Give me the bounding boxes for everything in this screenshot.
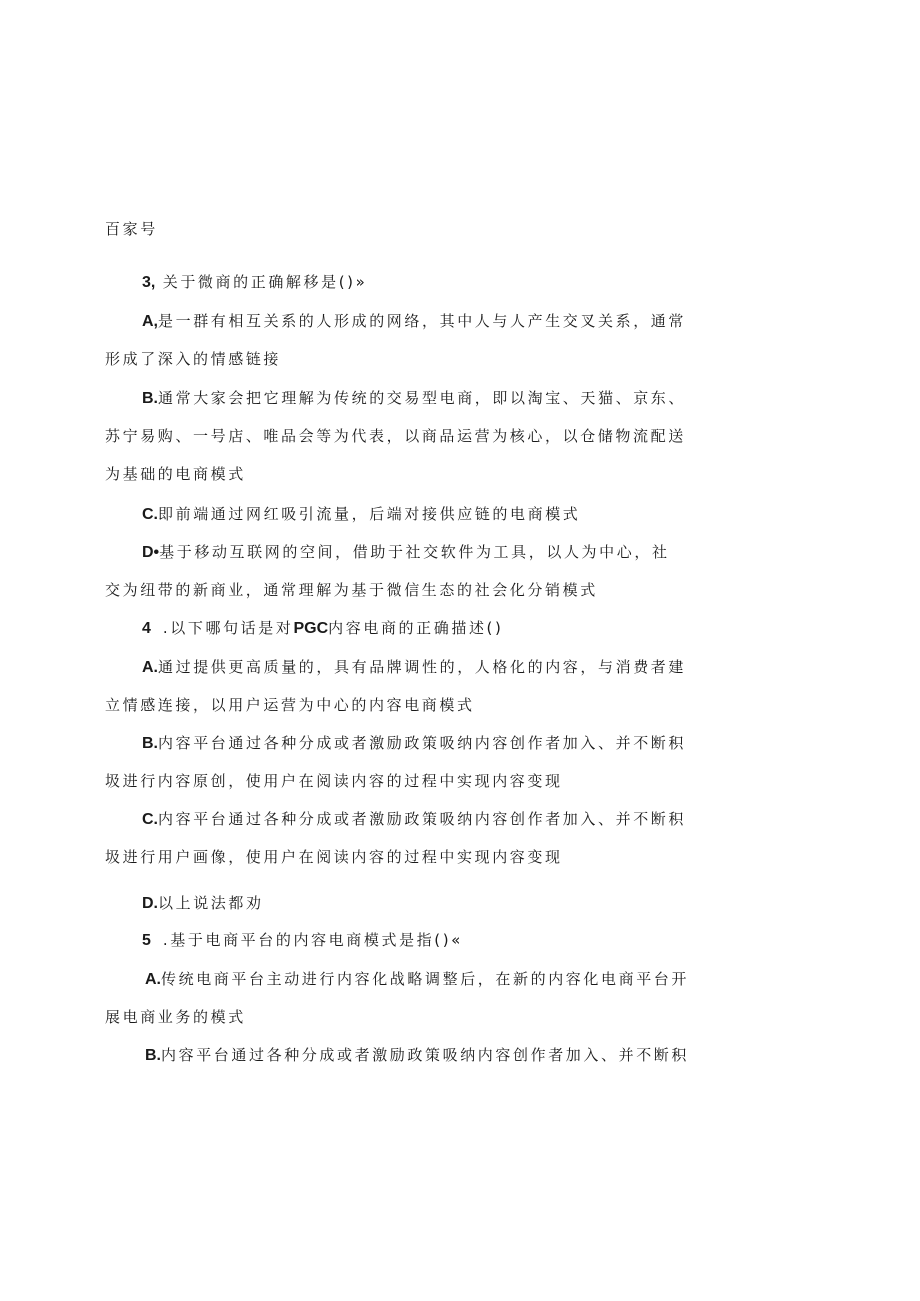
question-text: 内容电商的正确描述() bbox=[328, 619, 504, 637]
option-text: 基于移动互联网的空间，借助于社交软件为工具，以人为中心，社 bbox=[159, 543, 670, 561]
option-label: D• bbox=[142, 544, 160, 561]
option-text: 是一群有相互关系的人形成的网络，其中人与人产生交叉关系，通常 bbox=[158, 312, 687, 330]
option-4a bbox=[142, 657, 686, 678]
option-4d bbox=[142, 893, 264, 914]
option-text: 即前端通过网红吸引流量，后端对接供应链的电商模式 bbox=[158, 505, 581, 523]
question-4-stem bbox=[142, 618, 503, 639]
option-label: A, bbox=[142, 313, 158, 330]
option-5a bbox=[145, 969, 689, 990]
option-4a-continued: 立情感连接，以用户运营为中心的内容电商模式 bbox=[105, 696, 475, 714]
option-3a bbox=[142, 311, 686, 332]
option-5a-continued: 展电商业务的模式 bbox=[105, 1008, 246, 1026]
option-label: C. bbox=[142, 811, 158, 828]
option-4b-continued: 圾进行内容原创，使用户在阅读内容的过程中实现内容变现 bbox=[105, 772, 563, 790]
option-label: B. bbox=[142, 390, 158, 407]
option-label: B. bbox=[142, 735, 158, 752]
option-3b-continued: 苏宁易购、一号店、唯品会等为代表，以商品运营为核心，以仓储物流配送 bbox=[105, 427, 686, 445]
option-4b bbox=[142, 733, 686, 754]
option-text: 内容平台通过各种分成或者激励政策吸纳内容创作者加入、并不断积 bbox=[158, 734, 687, 752]
question-number: 3, bbox=[142, 274, 156, 291]
option-3b bbox=[142, 388, 686, 409]
option-text: 以上说法都劝 bbox=[158, 894, 264, 912]
option-4c bbox=[142, 809, 686, 830]
question-number: 5 bbox=[142, 932, 151, 949]
option-5b bbox=[145, 1045, 689, 1066]
option-label: D. bbox=[142, 895, 158, 912]
option-3d-continued: 交为纽带的新商业，通常理解为基于微信生态的社会化分销模式 bbox=[105, 581, 598, 599]
question-text: .基于电商平台的内容电商模式是指()« bbox=[162, 931, 463, 949]
option-label: C. bbox=[142, 506, 158, 523]
option-text: 内容平台通过各种分成或者激励政策吸纳内容创作者加入、并不断积 bbox=[161, 1046, 690, 1064]
question-3-stem bbox=[142, 272, 367, 293]
option-label: A. bbox=[142, 659, 158, 676]
question-number: 4 bbox=[142, 620, 151, 637]
option-text: 通常大家会把它理解为传统的交易型电商，即以淘宝、天猫、京东、 bbox=[158, 389, 687, 407]
option-4c-continued: 圾进行用户画像，使用户在阅读内容的过程中实现内容变现 bbox=[105, 848, 563, 866]
question-text: .以下哪句话是对 bbox=[162, 619, 294, 637]
question-5-stem bbox=[142, 930, 463, 951]
option-label: B. bbox=[145, 1047, 161, 1064]
option-label: A. bbox=[145, 971, 161, 988]
option-3b-continued-2: 为基础的电商模式 bbox=[105, 465, 246, 483]
question-text: 关于微商的正确解移是()» bbox=[162, 273, 368, 291]
option-text: 通过提供更高质量的，具有品牌调性的，人格化的内容，与消费者建 bbox=[158, 658, 687, 676]
option-3c bbox=[142, 504, 580, 525]
question-term: PGC bbox=[293, 620, 329, 637]
option-3a-continued: 形成了深入的情感链接 bbox=[105, 350, 282, 368]
option-3d bbox=[142, 542, 670, 563]
source-label: 百家号 bbox=[105, 220, 158, 238]
option-text: 传统电商平台主动进行内容化战略调整后，在新的内容化电商平台开 bbox=[161, 970, 690, 988]
option-text: 内容平台通过各种分成或者激励政策吸纳内容创作者加入、并不断积 bbox=[158, 810, 687, 828]
